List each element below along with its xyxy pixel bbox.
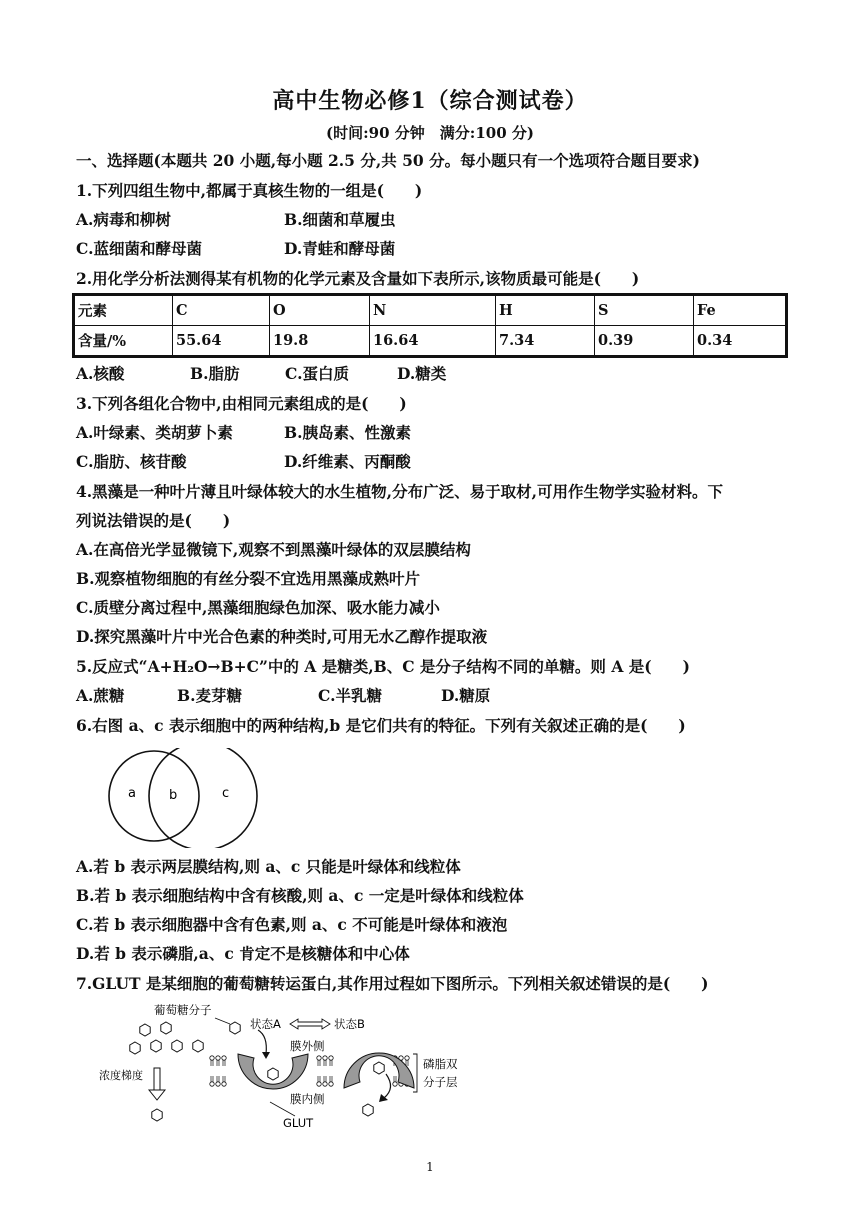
q5-option-a: A.蔗糖	[76, 686, 125, 705]
q6-option-c: C.若 b 表示细胞器中含有色素,则 a、c 不可能是叶绿体和液泡	[76, 915, 508, 934]
q2-option-d: D.糖类	[397, 364, 447, 383]
q6-option-b: B.若 b 表示细胞结构中含有核酸,则 a、c 一定是叶绿体和线粒体	[76, 886, 524, 905]
glucose-molecule	[140, 1024, 150, 1036]
q2-option-c: C.蛋白质	[285, 364, 349, 383]
glut-protein-state-b	[344, 1053, 414, 1116]
label-glut: GLUT	[283, 1116, 314, 1130]
gradient-arrow-head	[149, 1090, 165, 1100]
label-state-a: 状态A	[250, 1017, 281, 1031]
exam-title: 高中生物必修1（综合测试卷）	[272, 88, 588, 114]
q7-stem: 7.GLUT 是某细胞的葡萄糖转运蛋白,其作用过程如下图所示。下列相关叙述错误的是( )	[76, 974, 709, 993]
q3-stem: 3.下列各组化合物中,由相同元素组成的是( )	[76, 394, 407, 413]
table-cell: 元素	[74, 295, 173, 326]
venn-label-b: b	[169, 788, 178, 803]
table-cell: 19.8	[270, 326, 370, 357]
lipid-bilayer-left	[210, 1056, 226, 1086]
venn-circle-c	[149, 748, 257, 848]
q2-stem: 2.用化学分析法测得某有机物的化学元素及含量如下表所示,该物质最可能是( )	[76, 269, 640, 288]
q3-option-d: D.纤维素、丙酮酸	[284, 452, 411, 471]
q4-option-a: A.在高倍光学显微镜下,观察不到黑藻叶绿体的双层膜结构	[76, 540, 471, 559]
glucose-molecule	[152, 1109, 162, 1121]
q3-option-a: A.叶绿素、类胡萝卜素	[76, 423, 233, 442]
label-bilayer-line1: 磷脂双	[423, 1057, 458, 1071]
table-cell: Fe	[694, 295, 787, 326]
venn-label-a: a	[128, 786, 136, 801]
q1-option-a: A.病毒和柳树	[76, 210, 171, 229]
q4-option-b: B.观察植物细胞的有丝分裂不宜选用黑藻成熟叶片	[76, 569, 420, 588]
glucose-molecule	[161, 1022, 171, 1034]
glut-transport-diagram	[90, 1002, 490, 1132]
glucose-molecule	[230, 1022, 240, 1034]
label-bilayer-line2: 分子层	[423, 1075, 458, 1089]
q4-option-c: C.质壁分离过程中,黑藻细胞绿色加深、吸水能力减小	[76, 598, 440, 617]
q4-stem-line1: 4.黑藻是一种叶片薄且叶绿体较大的水生植物,分布广泛、易于取材,可用作生物学实验材料。下	[76, 482, 723, 501]
table-header-row	[74, 295, 787, 326]
table-cell: S	[595, 295, 694, 326]
table-cell: 0.34	[694, 326, 787, 357]
table-cell: 含量/%	[74, 326, 173, 357]
q5-stem: 5.反应式“A+H₂O→B+C”中的 A 是糖类,B、C 是分子结构不同的单糖。则 A 是( )	[76, 657, 690, 676]
q3-option-c: C.脂肪、核苷酸	[76, 452, 187, 471]
table-cell: 55.64	[173, 326, 270, 357]
table-cell: O	[270, 295, 370, 326]
glucose-molecule	[151, 1040, 161, 1052]
double-arrow-icon	[290, 1019, 330, 1029]
lipid-bilayer-middle	[317, 1056, 333, 1086]
q3-option-b: B.胰岛素、性激素	[284, 423, 411, 442]
glucose-molecule	[193, 1040, 203, 1052]
gradient-arrow-shaft	[154, 1068, 160, 1090]
table-cell: 0.39	[595, 326, 694, 357]
venn-diagram	[100, 748, 260, 848]
q6-option-a: A.若 b 表示两层膜结构,则 a、c 只能是叶绿体和线粒体	[76, 857, 461, 876]
table-cell: H	[496, 295, 595, 326]
q1-option-d: D.青蛙和酵母菌	[284, 239, 396, 258]
q4-option-d: D.探究黑藻叶片中光合色素的种类时,可用无水乙醇作提取液	[76, 627, 488, 646]
venn-label-c: c	[222, 786, 230, 801]
q5-option-d: D.糖原	[441, 686, 491, 705]
table-cell: C	[173, 295, 270, 326]
label-membrane-outside: 膜外侧	[290, 1039, 325, 1053]
table-cell: N	[370, 295, 496, 326]
glucose-leader-line	[215, 1018, 230, 1024]
q4-stem-line2: 列说法错误的是( )	[76, 511, 231, 530]
q5-option-b: B.麦芽糖	[177, 686, 242, 705]
page-number: 1	[426, 1160, 434, 1174]
table-cell: 7.34	[496, 326, 595, 357]
q2-option-a: A.核酸	[76, 364, 125, 383]
glucose-molecule	[130, 1042, 140, 1054]
q1-option-c: C.蓝细菌和酵母菌	[76, 239, 202, 258]
label-state-b: 状态B	[334, 1017, 365, 1031]
label-concentration-gradient: 浓度梯度	[99, 1069, 143, 1082]
q1-stem: 1.下列四组生物中,都属于真核生物的一组是( )	[76, 181, 423, 200]
venn-circle-a	[109, 751, 199, 841]
table-cell: 16.64	[370, 326, 496, 357]
section-heading: 一、选择题(本题共 20 小题,每小题 2.5 分,共 50 分。每小题只有一个选项符合题目要求)	[76, 151, 700, 170]
q2-option-b: B.脂肪	[190, 364, 240, 383]
label-glucose-molecule: 葡萄糖分子	[154, 1003, 212, 1017]
element-content-table	[72, 293, 788, 358]
q6-option-d: D.若 b 表示磷脂,a、c 肯定不是核糖体和中心体	[76, 944, 410, 963]
q6-stem: 6.右图 a、c 表示细胞中的两种结构,b 是它们共有的特征。下列有关叙述正确的是( )	[76, 716, 686, 735]
glucose-molecule	[172, 1040, 182, 1052]
q1-option-b: B.细菌和草履虫	[284, 210, 396, 229]
label-membrane-inside: 膜内侧	[290, 1092, 325, 1106]
table-row	[74, 326, 787, 357]
q5-option-c: C.半乳糖	[318, 686, 382, 705]
exam-subtitle: (时间:90 分钟 满分:100 分)	[326, 124, 534, 142]
